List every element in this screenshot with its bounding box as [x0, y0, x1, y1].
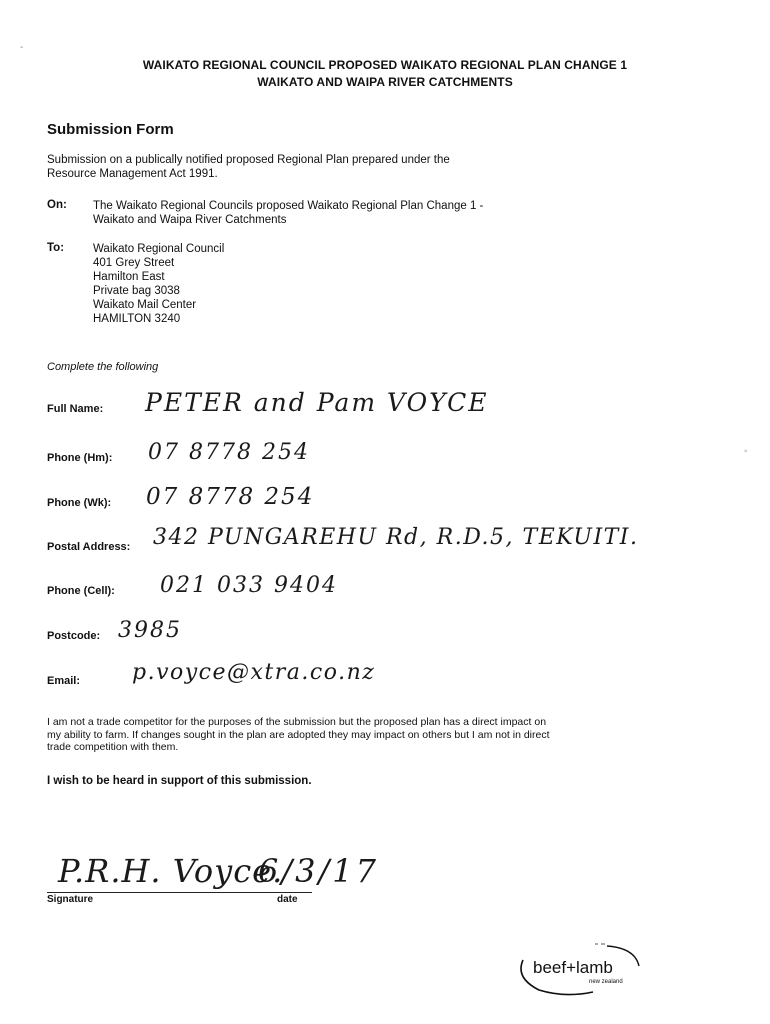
on-line2: Waikato and Waipa River Catchments: [93, 214, 287, 226]
to-address-line: Private bag 3038: [93, 285, 180, 297]
to-address-line: 401 Grey Street: [93, 257, 175, 269]
on-line1: The Waikato Regional Councils proposed Waikato Regional Plan Change 1 -: [93, 200, 484, 212]
document-heading-line2: WAIKATO AND WAIPA RIVER CATCHMENTS: [257, 75, 513, 89]
full-name-value: PETER and Pam VOYCE: [145, 388, 489, 417]
phone-work-value: 07 8778 254: [146, 484, 315, 510]
signature-label: Signature: [47, 894, 94, 905]
signature-line: [47, 892, 312, 893]
to-address-line: Hamilton East: [93, 271, 165, 283]
intro-line1: Submission on a publically notified proposed Regional Plan prepared under the: [47, 154, 450, 166]
logo-wordmark: beef+lamb: [533, 958, 613, 977]
phone-work-label: Phone (Wk):: [47, 497, 112, 509]
intro-line2: Resource Management Act 1991.: [47, 168, 218, 180]
statement-line: I am not a trade competitor for the purposes of the submission but the proposed plan has a direct impact on: [47, 716, 547, 728]
to-address-line: Waikato Mail Center: [93, 299, 197, 311]
on-label: On:: [47, 199, 67, 211]
scan-mark-top: -: [20, 42, 24, 53]
date-label: date: [277, 894, 298, 905]
postal-address-label: Postal Address:: [47, 541, 131, 553]
handwritten-signature: P.R.H. Voyce.: [58, 852, 284, 890]
postcode-label: Postcode:: [47, 630, 101, 642]
phone-cell-label: Phone (Cell):: [47, 585, 115, 597]
postal-address-value: 342 PUNGAREHU Rd, R.D.5, TEKUITI.: [153, 525, 639, 550]
to-label: To:: [47, 242, 65, 254]
form-title: Submission Form: [47, 121, 174, 138]
to-address-line: Waikato Regional Council: [93, 243, 225, 255]
logo-subtext: new zealand: [589, 979, 623, 985]
statement-line: my ability to farm. If changes sought in the plan are adopted they may impact on others but I am not in direct: [47, 728, 550, 741]
complete-note: Complete the following: [47, 361, 159, 373]
to-address-line: HAMILTON 3240: [93, 313, 181, 325]
document-heading-line1: WAIKATO REGIONAL COUNCIL PROPOSED WAIKATO REGIONAL PLAN CHANGE 1: [142, 58, 628, 72]
wish-to-be-heard: I wish to be heard in support of this submission.: [47, 775, 312, 787]
trade-competitor-statement: [47, 716, 687, 754]
scan-mark-right: ◦: [744, 446, 748, 457]
email-value: p.voyce@xtra.co.nz: [132, 660, 376, 685]
postcode-value: 3985: [118, 618, 182, 643]
phone-home-label: Phone (Hm):: [47, 452, 113, 464]
phone-home-value: 07 8778 254: [148, 440, 310, 465]
email-label: Email:: [47, 675, 81, 687]
full-name-label: Full Name:: [47, 403, 104, 415]
statement-line: trade competition with them.: [47, 741, 179, 753]
phone-cell-value: 021 033 9404: [160, 573, 338, 598]
to-address-block: [93, 242, 224, 326]
handwritten-date: 6/3/17: [258, 852, 379, 890]
beef-lamb-logo: [515, 938, 645, 998]
